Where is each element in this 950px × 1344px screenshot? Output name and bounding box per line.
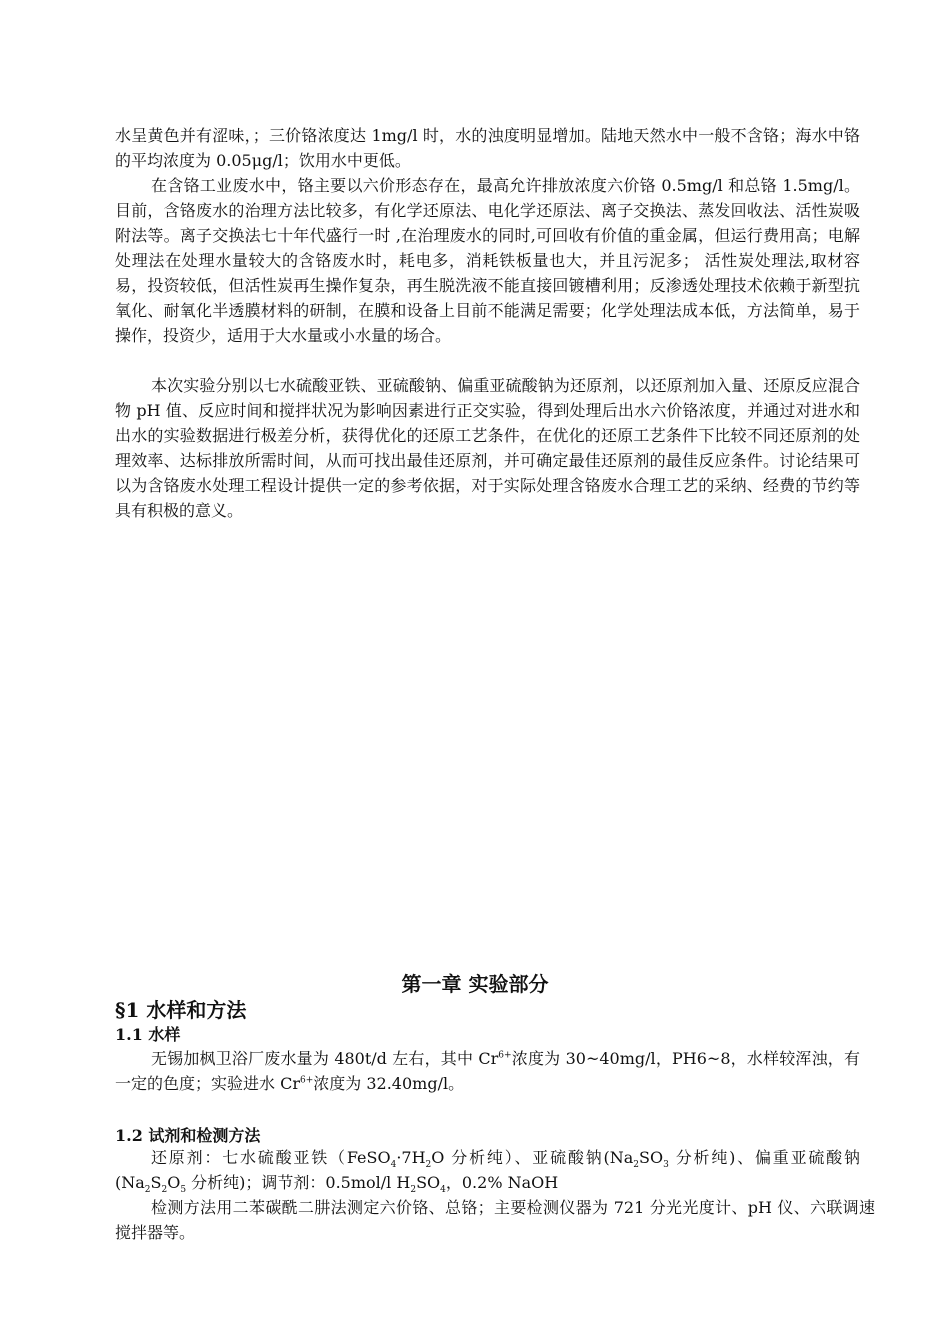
superscript-charge: 6+ — [498, 1050, 512, 1061]
reagent-text: O — [167, 1173, 181, 1192]
paragraph-reagents — [115, 1145, 860, 1195]
water-sample-text-b: 浓度为 30~40mg/l，PH6~8，水样较浑浊，有一定的色度；实验进水 Cr — [115, 1049, 860, 1093]
paragraph-experiment-overview: 本次实验分别以七水硫酸亚铁、亚硫酸钠、偏重亚硫酸钠为还原剂，以还原剂加入量、还原反应混合物 pH 值、反应时间和搅拌状况为影响因素进行正交实验，得到处理后出水六价铬浓度，并通过对进水和出水的实验数据进行极差分析，获得优化的还原工艺条件，在优化的还原工艺条件下比较不同还原剂的处理效率、达标排放所需时间，从而可找出最佳还原剂，并可确定最佳还原剂的最佳反应条件。讨论结果可以为含铬废水处理工程设计提供一定的参考依据，对于实际处理含铬废水合理工艺的采纳、经费的节约等具有积极的意义。 — [115, 376, 860, 520]
reagent-text: S — [150, 1173, 162, 1192]
paragraph-detection-methods: 检测方法用二苯碳酰二肼法测定六价铬、总铬；主要检测仪器为 721 分光光度计、pH 仪、六联调速搅拌器等。 — [115, 1198, 875, 1242]
reagent-text: 还原剂：七水硫酸亚铁（FeSO — [151, 1148, 391, 1167]
paragraph-treatment-methods: 在含铬工业废水中，铬主要以六价形态存在，最高允许排放浓度六价铬 0.5mg/l 和总铬 1.5mg/l。目前，含铬废水的治理方法比较多，有化学还原法、电化学还原法、离子交换法、蒸发回收法、活性炭吸附法等。离子交换法七十年代盛行一时 ,在治理废水的同时,可回收有价值的重金属，但运行费用高；电解处理法在处理水量较大的含铬废水时，耗电多，消耗铁板量也大，并且污泥多； 活性炭处理法,取材容易，投资较低，但活性炭再生操作复杂，再生脱洗液不能直接回镀槽利用；反渗透处理技术依赖于新型抗氧化、耐氧化半透膜材料的研制，在膜和设备上目前不能满足需要；化学处理法成本低，方法简单，易于操作，投资少，适用于大水量或小水量的场合。 — [115, 176, 860, 345]
reagent-text: 分析纯)；调节剂：0.5mol/l H — [186, 1173, 411, 1192]
subscript: 2 — [144, 1185, 151, 1196]
subscript: 2 — [633, 1160, 640, 1171]
superscript-charge: 6+ — [299, 1075, 314, 1086]
reagent-text: SO — [639, 1148, 664, 1167]
water-sample-text-a: 无锡加枫卫浴厂废水量为 480t/d 左右，其中 Cr — [151, 1049, 499, 1068]
subscript: 2 — [161, 1185, 168, 1196]
paragraph-water-sample — [115, 1046, 860, 1096]
water-sample-text-c: 浓度为 32.40mg/l。 — [313, 1074, 465, 1093]
reagent-text: O 分析纯）、亚硫酸钠(Na — [431, 1148, 634, 1167]
subscript: 3 — [663, 1160, 669, 1171]
subscript: 5 — [180, 1185, 187, 1196]
reagent-text: 分析纯)、偏重亚硫酸钠(Na — [115, 1148, 860, 1192]
reagent-text: SO — [416, 1173, 441, 1192]
reagent-text: ·7H — [396, 1148, 426, 1167]
reagent-text: ，0.2% NaOH — [445, 1173, 559, 1192]
subsection-water-sample-title: 1.1 水样 — [115, 1025, 181, 1044]
subscript: 4 — [390, 1160, 397, 1171]
subscript: 2 — [425, 1160, 432, 1171]
section-title: §1 水样和方法 — [115, 998, 247, 1022]
subscript: 4 — [440, 1185, 446, 1196]
paragraph-chromium-natural-water: 水呈黄色并有涩味，；三价铬浓度达 1mg/l 时，水的浊度明显增加。陆地天然水中一般不含铬；海水中铬的平均浓度为 0.05μg/l；饮用水中更低。 — [115, 126, 860, 170]
subsection-reagents-title: 1.2 试剂和检测方法 — [115, 1126, 261, 1145]
chapter-title: 第一章 实验部分 — [401, 972, 549, 996]
subscript: 2 — [410, 1185, 417, 1196]
